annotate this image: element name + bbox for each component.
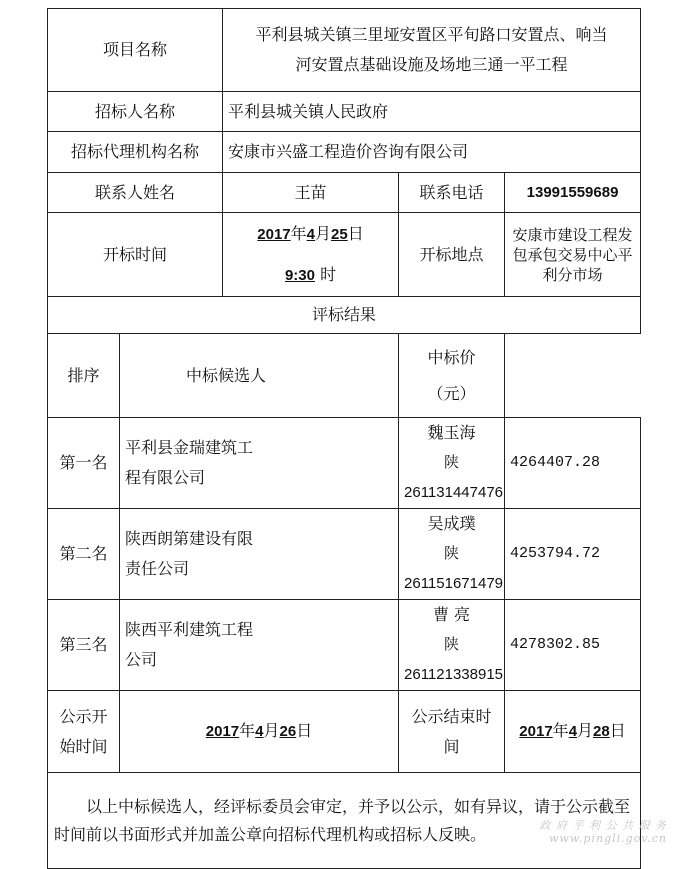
price-1: 4264407.28 <box>505 418 641 509</box>
contact-name: 王苗 <box>223 173 399 213</box>
company-3 <box>120 600 399 691</box>
manager-3-name: 曹 亮 <box>432 605 471 624</box>
header-price-line2: （元） <box>427 383 476 403</box>
publicity-end-day-unit: 日 <box>609 721 626 740</box>
rank-2: 第二名 <box>48 509 120 600</box>
agency-label: 招标代理机构名称 <box>48 132 223 173</box>
company-1-line2: 程有限公司 <box>125 468 206 487</box>
opening-day: 25 <box>331 225 348 243</box>
agency-value: 安康市兴盛工程造价咨询有限公司 <box>223 132 641 173</box>
company-3-line1: 陕西平利建筑工程 <box>125 620 254 639</box>
opening-clock: 9:30 <box>284 266 315 284</box>
results-title-row <box>48 297 641 334</box>
publicity-end-date <box>505 691 641 773</box>
publicity-end-label: 公示结束时间 <box>399 691 505 773</box>
publicity-start-month: 4 <box>255 723 264 740</box>
tenderer-value: 平利县城关镇人民政府 <box>223 92 641 132</box>
phone-value: 13991559689 <box>505 173 641 213</box>
manager-2-name: 吴成璞 <box>427 514 476 533</box>
project-value-line1: 平利县城关镇三里垭安置区平旬路口安置点、响当 <box>255 25 608 44</box>
publicity-start-day-unit: 日 <box>296 721 313 740</box>
opening-time-unit: 时 <box>320 264 337 284</box>
watermark <box>540 819 667 845</box>
project-label: 项目名称 <box>48 9 223 92</box>
manager-2-cert: 陕 261151671479 <box>404 545 504 592</box>
header-candidate <box>120 334 399 418</box>
candidate-row-3 <box>48 600 641 691</box>
publicity-start-year: 2017 <box>205 723 240 740</box>
contact-row <box>48 173 641 213</box>
header-rank: 排序 <box>48 334 120 418</box>
company-2-line1: 陕西朗第建设有限 <box>125 529 254 548</box>
opening-year: 2017 <box>257 225 291 243</box>
company-2 <box>120 509 399 600</box>
header-price-line1: 中标价 <box>427 347 476 367</box>
company-1 <box>120 418 399 509</box>
results-header-row <box>48 334 641 418</box>
candidate-row-1 <box>48 418 641 509</box>
publicity-end-year-unit: 年 <box>552 721 569 740</box>
manager-2 <box>399 509 505 600</box>
manager-1 <box>399 418 505 509</box>
project-value-line2: 河安置点基础设施及场地三通一平工程 <box>295 55 568 74</box>
publicity-start-year-unit: 年 <box>239 721 256 740</box>
publicity-end-month: 4 <box>568 723 578 740</box>
project-value <box>223 9 641 92</box>
tenderer-label: 招标人名称 <box>48 92 223 132</box>
phone-label: 联系电话 <box>399 173 505 213</box>
manager-1-cert: 陕 261131447476 <box>404 454 504 501</box>
opening-row <box>48 213 641 297</box>
opening-time <box>223 213 399 297</box>
contact-label: 联系人姓名 <box>48 173 223 213</box>
watermark-line1: 政 府 平 利 公 共 服 务 <box>539 819 667 832</box>
publicity-start-label-line2: 始时间 <box>59 736 108 756</box>
price-2: 4253794.72 <box>505 509 641 600</box>
publicity-end-month-unit: 月 <box>577 721 594 740</box>
publicity-row <box>48 691 641 773</box>
manager-3-cert: 陕 261121338915 <box>404 636 504 683</box>
manager-3 <box>399 600 505 691</box>
place-label: 开标地点 <box>399 213 505 297</box>
publicity-start-label <box>48 691 120 773</box>
place-value: 安康市建设工程发包承包交易中心平利分市场 <box>505 213 641 297</box>
company-1-line1: 平利县金瑞建筑工 <box>125 438 254 457</box>
opening-month: 4 <box>306 225 316 243</box>
price-3: 4278302.85 <box>505 600 641 691</box>
company-2-line2: 责任公司 <box>125 559 190 578</box>
publicity-start-date <box>120 691 399 773</box>
publicity-end-day: 28 <box>593 723 610 740</box>
watermark-line2: www.pingli.gov.cn <box>549 832 667 845</box>
opening-date <box>228 219 393 250</box>
project-row <box>48 9 641 92</box>
opening-label: 开标时间 <box>48 213 223 297</box>
tenderer-row <box>48 92 641 132</box>
header-price <box>399 334 505 418</box>
publicity-start-label-line1: 公示开 <box>59 706 108 726</box>
opening-day-unit: 日 <box>347 223 364 243</box>
opening-hour <box>228 260 393 291</box>
note-text: 以上中标候选人，经评标委员会审定，并予以公示，如有异议，请于公示截至时间前以书面形式并加盖公章向招标代理机构或招标人反映。 <box>48 773 641 869</box>
agency-row <box>48 132 641 173</box>
results-title: 评标结果 <box>48 297 641 334</box>
manager-1-name: 魏玉海 <box>427 423 476 442</box>
rank-1: 第一名 <box>48 418 120 509</box>
opening-year-unit: 年 <box>290 223 307 243</box>
header-candidate-text: 中标候选人 <box>186 365 267 385</box>
rank-3: 第三名 <box>48 600 120 691</box>
bid-result-table <box>47 8 641 869</box>
company-3-line2: 公司 <box>125 650 158 669</box>
publicity-start-day: 26 <box>279 723 297 740</box>
opening-month-unit: 月 <box>315 223 332 243</box>
publicity-start-month-unit: 月 <box>263 721 280 740</box>
candidate-row-2 <box>48 509 641 600</box>
publicity-end-year: 2017 <box>519 723 553 740</box>
